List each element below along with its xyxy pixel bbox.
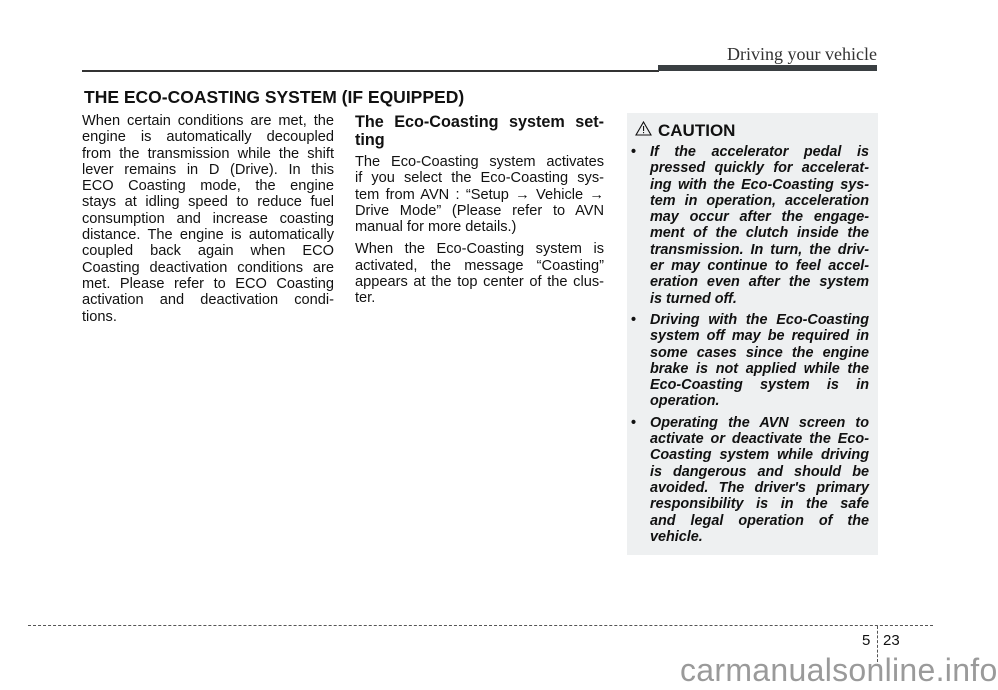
- text-line: Driving with the Eco-Coasting: [650, 311, 869, 328]
- left-column: [82, 113, 334, 331]
- bullet-icon: •: [631, 311, 637, 328]
- text-line: The Eco-Coasting system set-: [355, 113, 604, 131]
- text-line: Drive Mode” (Please refer to AVN: [355, 202, 604, 219]
- text-line: ing with the Eco-Coasting sys-: [650, 176, 869, 193]
- text-line: tem from AVN : “Setup → Vehicle →: [355, 186, 604, 203]
- text-line: avoided. The driver's primary: [650, 479, 869, 496]
- text-line: brake is not applied while the: [650, 360, 869, 377]
- caution-header: [635, 121, 735, 141]
- caution-list: [631, 144, 869, 550]
- caution-box: [627, 113, 878, 555]
- text-line: some cases since the engine: [650, 344, 869, 361]
- chapter-number: 5: [862, 632, 871, 649]
- paragraph: [355, 241, 604, 306]
- text-line: responsibility is in the safe: [650, 496, 869, 513]
- text-line: stays at idling speed to reduce fuel: [82, 194, 334, 211]
- text-line: from the transmission while the shift: [82, 145, 334, 162]
- warning-triangle-icon: [635, 121, 652, 141]
- text-line: Eco-Coasting system is in: [650, 377, 869, 394]
- text-line: tions.: [82, 308, 117, 325]
- text-line: appears at the top center of the clus-: [355, 274, 604, 291]
- page-number: 23: [883, 632, 900, 649]
- text-line: When the Eco-Coasting system is: [355, 241, 604, 258]
- bullet-icon: •: [631, 414, 637, 431]
- text-line: if you select the Eco-Coasting sys-: [355, 170, 604, 187]
- text-line: coupled back again when ECO: [82, 243, 334, 260]
- header-bar: [658, 65, 877, 71]
- text-line: Operating the AVN screen to: [650, 414, 869, 431]
- text-line: vehicle.: [650, 528, 703, 545]
- text-line: ment of the clutch inside the: [650, 225, 869, 242]
- text-line: When certain conditions are met, the: [82, 113, 334, 129]
- text-line: Coasting deactivation conditions are: [82, 259, 334, 276]
- paragraph: [82, 113, 334, 325]
- caution-title: CAUTION: [658, 121, 736, 140]
- text-line: The Eco-Coasting system activates: [355, 154, 604, 170]
- text-line: eration even after the system: [650, 274, 869, 291]
- text-line: met. Please refer to ECO Coasting: [82, 275, 334, 292]
- text-line: distance. The engine is automatically: [82, 227, 334, 244]
- text-line: is dangerous and should be: [650, 463, 869, 480]
- text-line: and legal operation of the: [650, 512, 869, 529]
- paragraph: [355, 154, 604, 235]
- text-line: may occur after the engage-: [650, 209, 869, 226]
- text-line: ting: [355, 131, 385, 149]
- watermark: carmanualsonline.info: [680, 652, 998, 688]
- caution-bullet: [631, 312, 869, 410]
- text-line: manual for more details.): [355, 219, 517, 236]
- text-line: system off may be required in: [650, 328, 869, 345]
- middle-column: [355, 113, 604, 313]
- text-line: activated, the message “Coasting”: [355, 257, 604, 274]
- text-line: pressed quickly for accelerat-: [650, 160, 869, 177]
- text-line: er may continue to feel accel-: [650, 258, 869, 275]
- section-header: Driving your vehicle: [727, 44, 877, 64]
- caution-bullet: [631, 415, 869, 545]
- page-title: THE ECO-COASTING SYSTEM (IF EQUIPPED): [84, 87, 465, 107]
- subsection-heading: [355, 113, 604, 149]
- header-rule: [82, 70, 659, 72]
- text-line: transmission. In turn, the driv-: [650, 241, 869, 258]
- text-line: activation and deactivation condi-: [82, 292, 334, 309]
- text-line: Coasting system while driving: [650, 447, 869, 464]
- text-line: is turned off.: [650, 290, 737, 307]
- text-line: operation.: [650, 393, 720, 410]
- caution-bullet: [631, 144, 869, 307]
- footer-rule: [28, 625, 933, 626]
- text-line: If the accelerator pedal is: [650, 144, 869, 160]
- bullet-icon: •: [631, 144, 637, 160]
- text-line: consumption and increase coasting: [82, 210, 334, 227]
- text-line: lever remains in D (Drive). In this: [82, 161, 334, 178]
- text-line: activate or deactivate the Eco-: [650, 431, 869, 448]
- text-line: ter.: [355, 290, 376, 307]
- text-line: engine is automatically decoupled: [82, 129, 334, 146]
- text-line: ECO Coasting mode, the engine: [82, 178, 334, 195]
- text-line: tem in operation, acceleration: [650, 192, 869, 209]
